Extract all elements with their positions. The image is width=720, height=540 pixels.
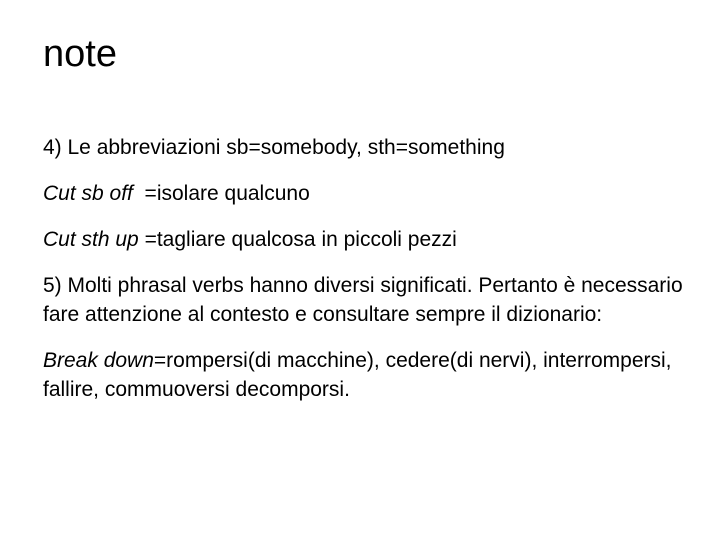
definition-cut-sb-off: =isolare qualcuno [132,182,310,205]
paragraph-cut-sb-off [43,179,693,208]
phrasal-verb-cut-sb-off: Cut sb off [43,182,133,205]
definition-cut-sth-up: =tagliare qualcosa in piccoli pezzi [138,228,457,251]
slide-title: note [43,33,117,75]
definition-break-down: =rompersi(di macchine), cedere(di nervi), interrompersi, fallire, commuoversi decomporsi. [43,349,672,401]
paragraph-multiple-meanings: 5) Molti phrasal verbs hanno diversi significati. Pertanto è necessario fare attenzione al contesto e consultare sempre il dizionario: [43,274,683,326]
paragraph-abbreviations: 4) Le abbreviazioni sb=somebody, sth=something [43,136,505,159]
slide-body [43,133,693,421]
paragraph-break-down [43,346,693,404]
phrasal-verb-cut-sth-up: Cut sth up [43,228,139,251]
phrasal-verb-break-down: Break down [43,349,154,372]
paragraph-cut-sth-up [43,225,693,254]
